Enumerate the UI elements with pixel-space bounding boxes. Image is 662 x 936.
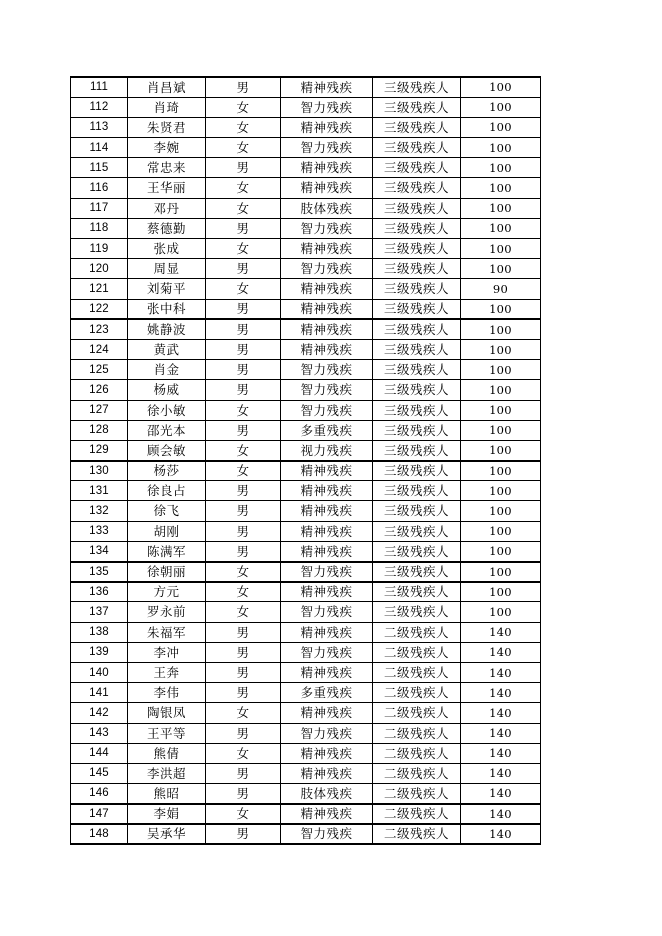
cell-subsidy-amount: 100 — [461, 319, 541, 339]
cell-disability-level: 二级残疾人 — [373, 824, 461, 844]
cell-gender: 女 — [206, 239, 281, 259]
cell-subsidy-amount: 100 — [461, 562, 541, 582]
cell-name: 徐飞 — [128, 501, 206, 521]
cell-gender: 女 — [206, 562, 281, 582]
cell-gender: 女 — [206, 703, 281, 723]
cell-subsidy-amount: 100 — [461, 117, 541, 137]
cell-disability-level: 三级残疾人 — [373, 117, 461, 137]
table-row — [71, 400, 541, 420]
cell-sequence-number: 146 — [71, 784, 128, 804]
cell-gender: 男 — [206, 259, 281, 279]
cell-disability-type: 精神残疾 — [281, 117, 373, 137]
cell-gender: 女 — [206, 117, 281, 137]
cell-disability-type: 精神残疾 — [281, 763, 373, 783]
cell-disability-type: 智力残疾 — [281, 642, 373, 662]
cell-disability-type: 多重残疾 — [281, 420, 373, 440]
cell-subsidy-amount: 140 — [461, 824, 541, 844]
cell-gender: 女 — [206, 582, 281, 602]
cell-gender: 女 — [206, 178, 281, 198]
table-row — [71, 461, 541, 481]
cell-name: 陶银凤 — [128, 703, 206, 723]
cell-subsidy-amount: 100 — [461, 77, 541, 97]
table-row — [71, 117, 541, 137]
cell-name: 李伟 — [128, 683, 206, 703]
cell-name: 陈满军 — [128, 541, 206, 561]
cell-disability-type: 肢体残疾 — [281, 198, 373, 218]
cell-name: 熊昭 — [128, 784, 206, 804]
cell-disability-type: 智力残疾 — [281, 360, 373, 380]
cell-name: 张中科 — [128, 299, 206, 319]
cell-gender: 男 — [206, 380, 281, 400]
roster-table-body — [71, 77, 541, 844]
cell-disability-type: 精神残疾 — [281, 521, 373, 541]
cell-gender: 女 — [206, 440, 281, 460]
roster-table — [70, 76, 541, 845]
cell-disability-type: 智力残疾 — [281, 602, 373, 622]
cell-name: 王平等 — [128, 723, 206, 743]
cell-name: 徐小敏 — [128, 400, 206, 420]
cell-disability-type: 精神残疾 — [281, 662, 373, 682]
cell-gender: 男 — [206, 763, 281, 783]
cell-sequence-number: 130 — [71, 461, 128, 481]
table-row — [71, 319, 541, 339]
cell-disability-level: 三级残疾人 — [373, 360, 461, 380]
table-row — [71, 602, 541, 622]
cell-sequence-number: 143 — [71, 723, 128, 743]
cell-gender: 男 — [206, 360, 281, 380]
cell-subsidy-amount: 140 — [461, 622, 541, 642]
cell-subsidy-amount: 100 — [461, 380, 541, 400]
cell-sequence-number: 123 — [71, 319, 128, 339]
cell-subsidy-amount: 100 — [461, 299, 541, 319]
table-row — [71, 562, 541, 582]
table-row — [71, 77, 541, 97]
cell-disability-type: 精神残疾 — [281, 77, 373, 97]
cell-gender: 女 — [206, 461, 281, 481]
cell-subsidy-amount: 100 — [461, 259, 541, 279]
roster-table-container — [70, 76, 540, 845]
table-row — [71, 683, 541, 703]
cell-sequence-number: 120 — [71, 259, 128, 279]
cell-name: 肖昌斌 — [128, 77, 206, 97]
cell-sequence-number: 140 — [71, 662, 128, 682]
cell-subsidy-amount: 100 — [461, 239, 541, 259]
cell-sequence-number: 111 — [71, 77, 128, 97]
cell-disability-type: 精神残疾 — [281, 279, 373, 299]
cell-disability-level: 三级残疾人 — [373, 279, 461, 299]
cell-disability-type: 精神残疾 — [281, 239, 373, 259]
cell-disability-level: 三级残疾人 — [373, 259, 461, 279]
cell-gender: 男 — [206, 158, 281, 178]
cell-sequence-number: 136 — [71, 582, 128, 602]
cell-sequence-number: 125 — [71, 360, 128, 380]
cell-subsidy-amount: 100 — [461, 440, 541, 460]
cell-name: 王华丽 — [128, 178, 206, 198]
cell-sequence-number: 115 — [71, 158, 128, 178]
table-row — [71, 440, 541, 460]
cell-sequence-number: 142 — [71, 703, 128, 723]
cell-disability-level: 三级残疾人 — [373, 541, 461, 561]
table-row — [71, 662, 541, 682]
cell-disability-type: 视力残疾 — [281, 440, 373, 460]
cell-subsidy-amount: 100 — [461, 582, 541, 602]
table-row — [71, 299, 541, 319]
cell-sequence-number: 148 — [71, 824, 128, 844]
cell-name: 肖琦 — [128, 97, 206, 117]
table-row — [71, 380, 541, 400]
cell-name: 邵光本 — [128, 420, 206, 440]
cell-sequence-number: 113 — [71, 117, 128, 137]
cell-subsidy-amount: 140 — [461, 723, 541, 743]
cell-disability-level: 三级残疾人 — [373, 158, 461, 178]
table-row — [71, 541, 541, 561]
cell-name: 胡刚 — [128, 521, 206, 541]
cell-name: 方元 — [128, 582, 206, 602]
cell-name: 杨莎 — [128, 461, 206, 481]
cell-name: 罗永前 — [128, 602, 206, 622]
cell-gender: 男 — [206, 541, 281, 561]
cell-disability-level: 三级残疾人 — [373, 97, 461, 117]
cell-disability-type: 精神残疾 — [281, 743, 373, 763]
cell-disability-level: 三级残疾人 — [373, 521, 461, 541]
cell-name: 周显 — [128, 259, 206, 279]
cell-subsidy-amount: 100 — [461, 420, 541, 440]
cell-subsidy-amount: 100 — [461, 481, 541, 501]
cell-disability-type: 精神残疾 — [281, 804, 373, 824]
cell-disability-type: 智力残疾 — [281, 259, 373, 279]
cell-gender: 男 — [206, 683, 281, 703]
table-row — [71, 521, 541, 541]
cell-disability-type: 精神残疾 — [281, 501, 373, 521]
cell-sequence-number: 112 — [71, 97, 128, 117]
cell-disability-type: 精神残疾 — [281, 703, 373, 723]
table-row — [71, 158, 541, 178]
cell-sequence-number: 134 — [71, 541, 128, 561]
table-row — [71, 784, 541, 804]
cell-subsidy-amount: 140 — [461, 683, 541, 703]
cell-name: 徐朝丽 — [128, 562, 206, 582]
cell-sequence-number: 135 — [71, 562, 128, 582]
cell-gender: 男 — [206, 218, 281, 238]
cell-disability-type: 智力残疾 — [281, 97, 373, 117]
cell-sequence-number: 127 — [71, 400, 128, 420]
cell-disability-level: 二级残疾人 — [373, 763, 461, 783]
cell-disability-level: 二级残疾人 — [373, 703, 461, 723]
cell-name: 张成 — [128, 239, 206, 259]
cell-gender: 男 — [206, 339, 281, 359]
cell-subsidy-amount: 100 — [461, 138, 541, 158]
cell-sequence-number: 124 — [71, 339, 128, 359]
cell-disability-level: 三级残疾人 — [373, 178, 461, 198]
cell-subsidy-amount: 100 — [461, 339, 541, 359]
cell-name: 蔡德勤 — [128, 218, 206, 238]
cell-name: 姚静波 — [128, 319, 206, 339]
cell-name: 朱贤君 — [128, 117, 206, 137]
cell-subsidy-amount: 100 — [461, 158, 541, 178]
cell-sequence-number: 138 — [71, 622, 128, 642]
cell-disability-level: 三级残疾人 — [373, 319, 461, 339]
cell-name: 朱福军 — [128, 622, 206, 642]
cell-subsidy-amount: 100 — [461, 178, 541, 198]
cell-subsidy-amount: 140 — [461, 703, 541, 723]
cell-sequence-number: 139 — [71, 642, 128, 662]
cell-subsidy-amount: 140 — [461, 662, 541, 682]
cell-gender: 女 — [206, 602, 281, 622]
table-row — [71, 804, 541, 824]
cell-sequence-number: 147 — [71, 804, 128, 824]
cell-disability-level: 二级残疾人 — [373, 784, 461, 804]
cell-sequence-number: 117 — [71, 198, 128, 218]
cell-subsidy-amount: 100 — [461, 198, 541, 218]
cell-disability-level: 二级残疾人 — [373, 662, 461, 682]
cell-sequence-number: 132 — [71, 501, 128, 521]
cell-gender: 女 — [206, 400, 281, 420]
cell-name: 顾会敏 — [128, 440, 206, 460]
table-row — [71, 218, 541, 238]
cell-disability-type: 精神残疾 — [281, 481, 373, 501]
cell-gender: 男 — [206, 420, 281, 440]
cell-gender: 女 — [206, 804, 281, 824]
cell-disability-level: 三级残疾人 — [373, 501, 461, 521]
table-row — [71, 420, 541, 440]
cell-sequence-number: 122 — [71, 299, 128, 319]
cell-disability-level: 三级残疾人 — [373, 481, 461, 501]
cell-subsidy-amount: 100 — [461, 602, 541, 622]
cell-gender: 男 — [206, 481, 281, 501]
table-row — [71, 501, 541, 521]
cell-disability-type: 精神残疾 — [281, 319, 373, 339]
cell-gender: 男 — [206, 662, 281, 682]
cell-disability-type: 智力残疾 — [281, 380, 373, 400]
cell-gender: 女 — [206, 138, 281, 158]
cell-name: 熊倩 — [128, 743, 206, 763]
cell-disability-type: 精神残疾 — [281, 461, 373, 481]
table-row — [71, 723, 541, 743]
cell-sequence-number: 118 — [71, 218, 128, 238]
cell-subsidy-amount: 140 — [461, 743, 541, 763]
cell-name: 肖金 — [128, 360, 206, 380]
cell-disability-level: 三级残疾人 — [373, 461, 461, 481]
cell-disability-type: 肢体残疾 — [281, 784, 373, 804]
cell-name: 李冲 — [128, 642, 206, 662]
cell-sequence-number: 126 — [71, 380, 128, 400]
cell-disability-level: 三级残疾人 — [373, 339, 461, 359]
table-row — [71, 763, 541, 783]
cell-subsidy-amount: 100 — [461, 218, 541, 238]
cell-name: 李婉 — [128, 138, 206, 158]
table-row — [71, 582, 541, 602]
cell-gender: 女 — [206, 743, 281, 763]
cell-disability-level: 三级残疾人 — [373, 562, 461, 582]
cell-disability-type: 精神残疾 — [281, 339, 373, 359]
cell-disability-level: 三级残疾人 — [373, 299, 461, 319]
cell-disability-type: 精神残疾 — [281, 582, 373, 602]
cell-subsidy-amount: 140 — [461, 763, 541, 783]
cell-sequence-number: 131 — [71, 481, 128, 501]
table-row — [71, 339, 541, 359]
cell-subsidy-amount: 140 — [461, 804, 541, 824]
cell-disability-type: 智力残疾 — [281, 723, 373, 743]
cell-disability-type: 智力残疾 — [281, 400, 373, 420]
cell-disability-level: 三级残疾人 — [373, 77, 461, 97]
cell-disability-level: 二级残疾人 — [373, 743, 461, 763]
cell-disability-type: 多重残疾 — [281, 683, 373, 703]
cell-disability-type: 智力残疾 — [281, 138, 373, 158]
cell-disability-level: 三级残疾人 — [373, 440, 461, 460]
cell-gender: 男 — [206, 622, 281, 642]
cell-gender: 女 — [206, 97, 281, 117]
cell-disability-level: 三级残疾人 — [373, 420, 461, 440]
table-row — [71, 360, 541, 380]
cell-name: 邓丹 — [128, 198, 206, 218]
cell-sequence-number: 145 — [71, 763, 128, 783]
cell-name: 王奔 — [128, 662, 206, 682]
cell-gender: 女 — [206, 198, 281, 218]
cell-disability-type: 精神残疾 — [281, 541, 373, 561]
table-row — [71, 642, 541, 662]
cell-gender: 女 — [206, 279, 281, 299]
cell-disability-level: 三级残疾人 — [373, 380, 461, 400]
cell-gender: 男 — [206, 824, 281, 844]
cell-sequence-number: 116 — [71, 178, 128, 198]
cell-disability-type: 智力残疾 — [281, 824, 373, 844]
cell-subsidy-amount: 100 — [461, 97, 541, 117]
cell-subsidy-amount: 100 — [461, 501, 541, 521]
table-row — [71, 743, 541, 763]
table-row — [71, 239, 541, 259]
table-row — [71, 824, 541, 844]
cell-gender: 男 — [206, 723, 281, 743]
cell-sequence-number: 133 — [71, 521, 128, 541]
cell-name: 李洪超 — [128, 763, 206, 783]
cell-subsidy-amount: 100 — [461, 541, 541, 561]
cell-sequence-number: 128 — [71, 420, 128, 440]
cell-gender: 男 — [206, 501, 281, 521]
cell-disability-level: 三级残疾人 — [373, 400, 461, 420]
cell-gender: 男 — [206, 642, 281, 662]
cell-disability-level: 三级残疾人 — [373, 218, 461, 238]
cell-disability-type: 精神残疾 — [281, 158, 373, 178]
cell-subsidy-amount: 140 — [461, 784, 541, 804]
cell-name: 刘菊平 — [128, 279, 206, 299]
cell-disability-type: 智力残疾 — [281, 218, 373, 238]
cell-subsidy-amount: 100 — [461, 400, 541, 420]
cell-sequence-number: 137 — [71, 602, 128, 622]
cell-disability-level: 二级残疾人 — [373, 804, 461, 824]
cell-sequence-number: 141 — [71, 683, 128, 703]
cell-disability-level: 三级残疾人 — [373, 239, 461, 259]
cell-disability-type: 精神残疾 — [281, 178, 373, 198]
cell-sequence-number: 129 — [71, 440, 128, 460]
cell-name: 杨威 — [128, 380, 206, 400]
cell-subsidy-amount: 100 — [461, 461, 541, 481]
cell-gender: 男 — [206, 319, 281, 339]
table-row — [71, 622, 541, 642]
table-row — [71, 481, 541, 501]
cell-sequence-number: 114 — [71, 138, 128, 158]
cell-sequence-number: 144 — [71, 743, 128, 763]
table-row — [71, 97, 541, 117]
cell-sequence-number: 119 — [71, 239, 128, 259]
cell-subsidy-amount: 90 — [461, 279, 541, 299]
table-row — [71, 138, 541, 158]
cell-disability-level: 三级残疾人 — [373, 198, 461, 218]
cell-gender: 男 — [206, 299, 281, 319]
cell-disability-type: 精神残疾 — [281, 622, 373, 642]
cell-gender: 男 — [206, 77, 281, 97]
cell-gender: 男 — [206, 521, 281, 541]
cell-name: 常忠来 — [128, 158, 206, 178]
cell-name: 吴承华 — [128, 824, 206, 844]
cell-disability-level: 二级残疾人 — [373, 642, 461, 662]
cell-disability-level: 三级残疾人 — [373, 138, 461, 158]
table-row — [71, 279, 541, 299]
table-row — [71, 703, 541, 723]
cell-name: 徐良占 — [128, 481, 206, 501]
cell-disability-type: 精神残疾 — [281, 299, 373, 319]
cell-subsidy-amount: 100 — [461, 360, 541, 380]
cell-name: 黄武 — [128, 339, 206, 359]
table-row — [71, 198, 541, 218]
cell-disability-level: 二级残疾人 — [373, 622, 461, 642]
cell-name: 李娟 — [128, 804, 206, 824]
table-row — [71, 259, 541, 279]
cell-subsidy-amount: 100 — [461, 521, 541, 541]
cell-gender: 男 — [206, 784, 281, 804]
cell-disability-level: 二级残疾人 — [373, 723, 461, 743]
cell-subsidy-amount: 140 — [461, 642, 541, 662]
cell-disability-level: 三级残疾人 — [373, 582, 461, 602]
cell-disability-level: 三级残疾人 — [373, 602, 461, 622]
table-row — [71, 178, 541, 198]
cell-disability-type: 智力残疾 — [281, 562, 373, 582]
cell-sequence-number: 121 — [71, 279, 128, 299]
cell-disability-level: 二级残疾人 — [373, 683, 461, 703]
